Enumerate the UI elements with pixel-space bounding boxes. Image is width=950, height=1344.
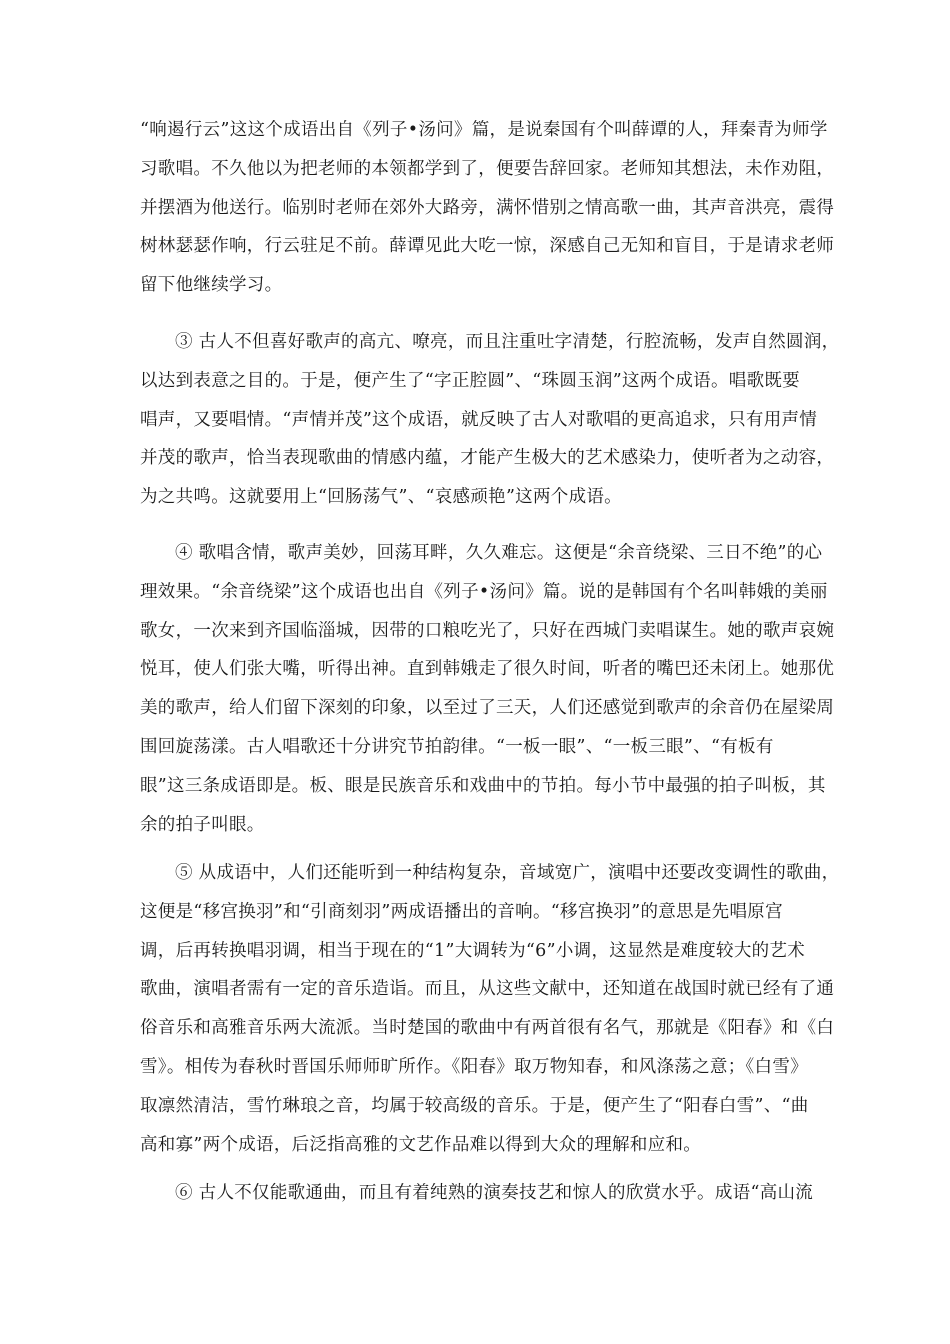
paragraph-6 bbox=[140, 1174, 820, 1213]
text-line: ⑥ 古人不仅能歌通曲，而且有着纯熟的演奏技艺和惊人的欣赏水乎。成语“高山流 bbox=[175, 1183, 814, 1203]
text-line: 悦耳，使人们张大嘴，听得出神。直到韩娥走了很久时间，听者的嘴巴还未闭上。她那优 bbox=[140, 659, 835, 680]
text-line: 为之共鸣。这就要用上“回肠荡气”、“哀感顽艳”这两个成语。 bbox=[140, 487, 622, 508]
paragraph-1 bbox=[140, 111, 835, 305]
text-line: 余的拍子叫眼。 bbox=[140, 814, 265, 835]
text-line: 唱声，又要唱情。“声情并茂”这个成语，就反映了古人对歌唱的更高追求，只有用声情 bbox=[140, 409, 818, 430]
text-line: 并摆酒为他送行。临别时老师在郊外大路旁，满怀惜别之情高歌一曲，其声音洪亮，震得 bbox=[140, 197, 835, 218]
text-line: 这便是“移宫换羽”和“引商刻羽”两成语播出的音响。“移宫换羽”的意思是先唱原宫 bbox=[140, 901, 783, 922]
text-line: 习歌唱。不久他以为把老师的本领都学到了，便要告辞回家。老师知其想法，未作劝阻， bbox=[140, 158, 835, 179]
text-line: 美的歌声，给人们留下深刻的印象，以至过了三天，人们还感觉到歌声的余音仍在屋梁周 bbox=[140, 698, 835, 719]
text-line: 高和寡”两个成语，后泛指高雅的文艺作品难以得到大众的理解和应和。 bbox=[140, 1134, 702, 1155]
text-line: 调，后再转换唱羽调，相当于现在的“1”大调转为“6”小调，这显然是难度较大的艺术 bbox=[140, 940, 806, 961]
text-line: 留下他继续学习。 bbox=[140, 275, 283, 296]
text-line: ③ 古人不但喜好歌声的高亢、嘹亮，而且注重吐字清楚，行腔流畅，发声自然圆润， bbox=[175, 332, 840, 352]
text-line: 以达到表意之目的。于是，便产生了“字正腔圆”、“珠圆玉润”这两个成语。唱歌既要 bbox=[140, 370, 800, 391]
text-line: 理效果。“余音绕梁”这个成语也出自《列子•汤问》篇。说的是韩国有个名叫韩娥的美丽 bbox=[140, 581, 828, 602]
text-line: 雪》。相传为春秋时晋国乐师师旷所作。《阳春》取万物知春，和风涤荡之意；《白雪》 bbox=[140, 1056, 808, 1077]
text-line: 并茂的歌声，恰当表现歌曲的情感内蕴，才能产生极大的艺术感染力，使听者为之动容， bbox=[140, 448, 835, 469]
text-line: 取凛然清洁，雪竹琳琅之音，均属于较高级的音乐。于是，便产生了“阳春白雪”、“曲 bbox=[140, 1095, 809, 1116]
text-line: 树林瑟瑟作响，行云驻足不前。薛谭见此大吃一惊，深感自己无知和盲目，于是请求老师 bbox=[140, 236, 835, 257]
text-line: 歌曲，演唱者需有一定的音乐造诣。而且，从这些文献中，还知道在战国时就已经有了通 bbox=[140, 979, 835, 1000]
text-line: 围回旋荡漾。古人唱歌还十分讲究节拍韵律。“一板一眼”、“一板三眼”、“有板有 bbox=[140, 736, 774, 757]
text-line: 眼”这三条成语即是。板、眼是民族音乐和戏曲中的节拍。每小节中最强的拍子叫板，其 bbox=[140, 775, 826, 796]
text-line: 歌女，一次来到齐国临淄城，因带的口粮吃光了，只好在西城门卖唱谋生。她的歌声哀婉 bbox=[140, 620, 835, 641]
paragraph-3 bbox=[140, 323, 840, 517]
text-line: 俗音乐和高雅音乐两大流派。当时楚国的歌曲中有两首很有名气，那就是《阳春》和《白 bbox=[140, 1018, 835, 1039]
text-line: ④ 歌唱含情，歌声美妙，回荡耳畔，久久难忘。这便是“余音绕梁、三日不绝”的心 bbox=[175, 543, 823, 563]
paragraph-4 bbox=[140, 534, 835, 844]
paragraph-5 bbox=[140, 854, 840, 1164]
text-line: “响遏行云”这这个成语出自《列子•汤问》篇，是说秦国有个叫薛谭的人，拜秦青为师学 bbox=[140, 120, 828, 140]
text-line: ⑤ 从成语中，人们还能听到一种结构复杂，音域宽广，演唱中还要改变调性的歌曲， bbox=[175, 863, 840, 883]
